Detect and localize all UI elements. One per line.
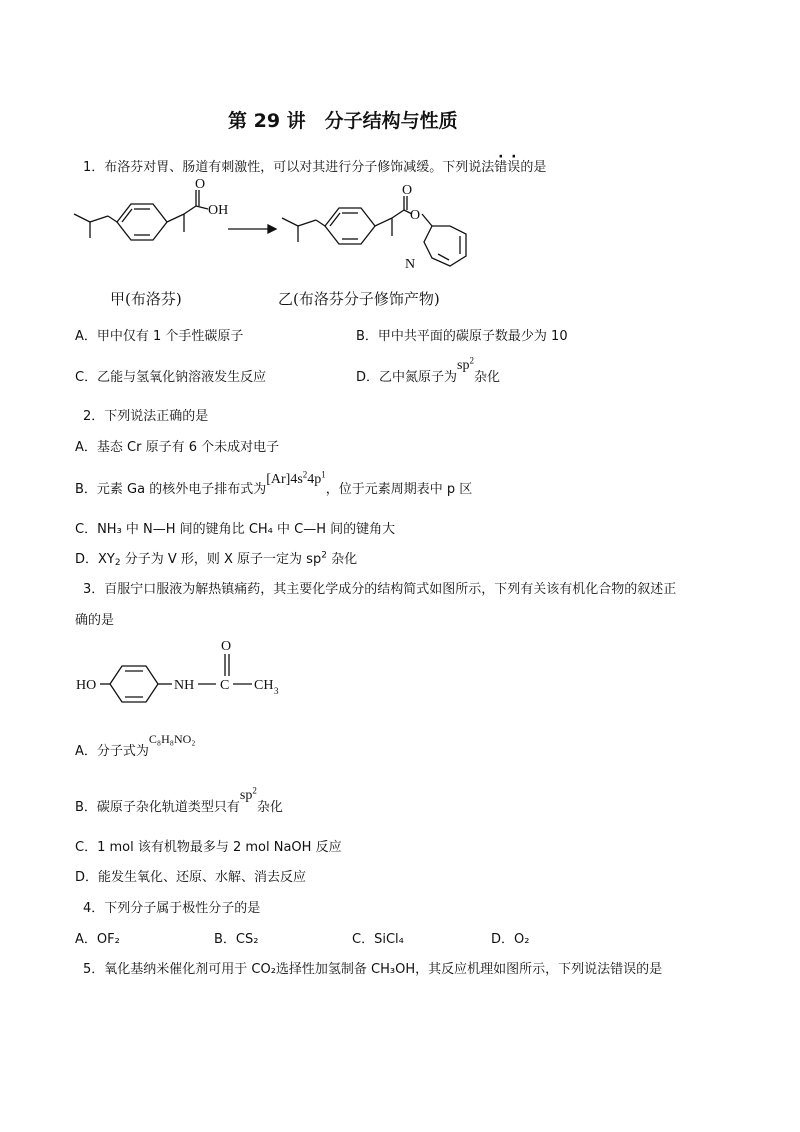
acetaminophen-structure bbox=[72, 636, 292, 711]
oxygen-label: O bbox=[410, 208, 421, 223]
option-b: B．碳原子杂化轨道类型只有$sp^2$杂化 bbox=[75, 785, 283, 815]
formula: $sp^2$ bbox=[457, 355, 474, 373]
option-c: C．NH₃ 中 N—H 间的键角比 CH₄ 中 C—H 间的键角大 bbox=[75, 522, 396, 537]
nitrogen-label: N bbox=[405, 257, 416, 272]
option-a: A．甲中仅有 1 个手性碳原子 bbox=[75, 329, 244, 344]
option-d: D．乙中氮原子为$sp^2$杂化 bbox=[356, 355, 500, 385]
question-4-stem: 4．下列分子属于极性分子的是 bbox=[83, 901, 261, 916]
emphasis-char: 误 bbox=[507, 160, 521, 175]
question-3-stem-line2: 确的是 bbox=[75, 613, 115, 628]
option-b: B．CS₂ bbox=[214, 932, 259, 947]
option-c: C．乙能与氢氧化钠溶液发生反应 bbox=[75, 370, 267, 385]
option-c: C．1 mol 该有机物最多与 2 mol NaOH 反应 bbox=[75, 840, 342, 855]
amine-label: NH bbox=[174, 678, 195, 693]
option-a: A．OF₂ bbox=[75, 932, 120, 947]
question-1-stem: 1．布洛芬对胃、肠道有刺激性，可以对其进行分子修饰减缓。下列说法错误的是 bbox=[83, 160, 547, 175]
ibuprofen-reaction-diagram bbox=[60, 176, 500, 286]
option-c: C．SiCl₄ bbox=[352, 932, 404, 947]
option-a: A．基态 Cr 原子有 6 个未成对电子 bbox=[75, 440, 280, 455]
question-3-stem-line1: 3．百服宁口服液为解热镇痛药，其主要化学成分的结构简式如图所示，下列有关该有机化合物的叙述正 bbox=[83, 582, 677, 597]
subscript-label: 3 bbox=[274, 686, 279, 696]
carbon-label: C bbox=[220, 678, 230, 693]
page-title: 第 29 讲 分子结构与性质 bbox=[228, 110, 458, 132]
figure-caption-a: 甲(布洛芬) bbox=[110, 290, 182, 308]
molecular-formula: C₈H₈NO₂ bbox=[148, 732, 196, 746]
figure-caption-b: 乙(布洛芬分子修饰产物) bbox=[278, 290, 440, 308]
emphasis-char: 错 bbox=[494, 160, 508, 175]
electron-configuration: $[Ar]4s^24p^1$ bbox=[266, 469, 326, 487]
oxygen-label: O bbox=[402, 183, 413, 198]
option-b: B．甲中共平面的碳原子数最少为 10 bbox=[356, 329, 568, 344]
hydroxyl-label: HO bbox=[76, 678, 97, 693]
formula: $sp^2$ bbox=[239, 785, 257, 803]
option-d: D．O₂ bbox=[491, 932, 530, 947]
hydroxyl-label: OH bbox=[208, 203, 229, 218]
option-d: D．能发生氧化、还原、水解、消去反应 bbox=[75, 870, 307, 885]
methyl-label: CH bbox=[254, 678, 274, 693]
question-5-stem: 5．氧化基纳米催化剂可用于 CO₂选择性加氢制备 CH₃OH，其反应机理如图所示，下列说法错误的是 bbox=[83, 962, 663, 977]
option-a: A．分子式为C₈H₈NO₂ bbox=[75, 732, 196, 759]
oxygen-label: O bbox=[195, 177, 206, 192]
oxygen-label: O bbox=[221, 639, 232, 654]
question-2-stem: 2．下列说法正确的是 bbox=[83, 409, 209, 424]
option-d: D．$XY_2$ 分子为 V 形，则 X 原子一定为 $sp^2$ 杂化 bbox=[75, 550, 358, 568]
option-b: B．元素 Ga 的核外电子排布式为$[Ar]4s^24p^1$，位于元素周期表中 p 区 bbox=[75, 469, 473, 497]
